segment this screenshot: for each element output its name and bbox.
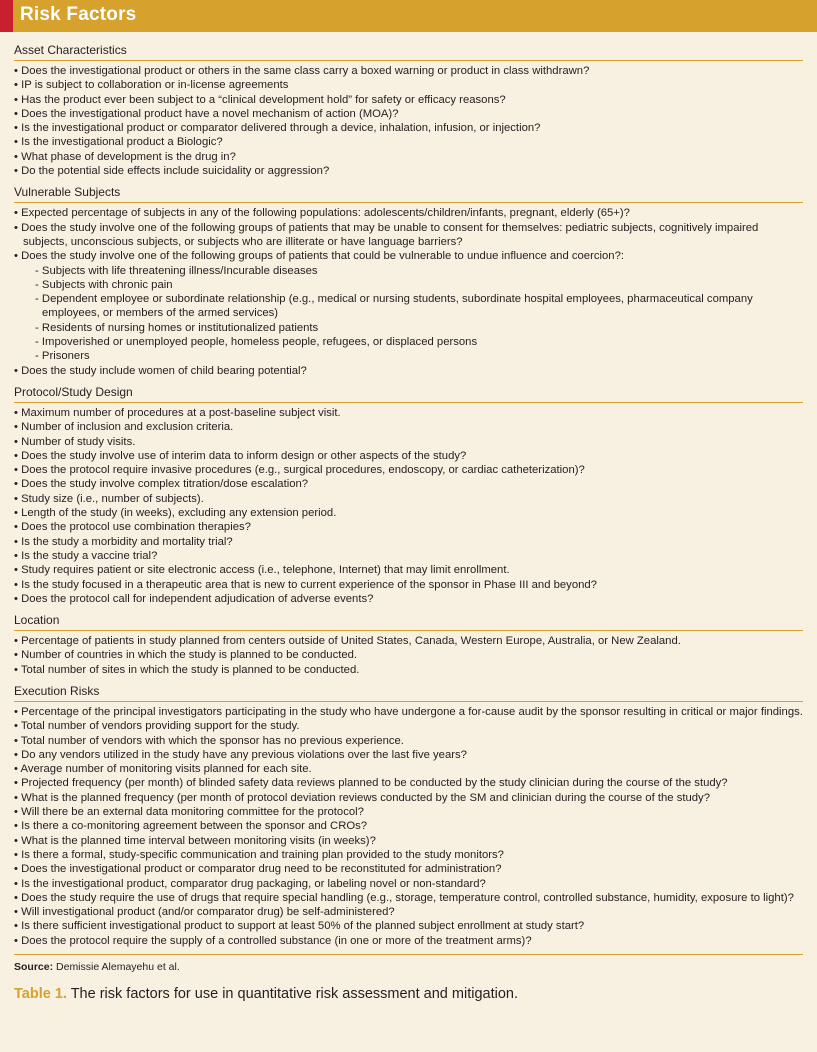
list-item: • Number of study visits. xyxy=(14,435,803,449)
caption-text: The risk factors for use in quantitative risk assessment and mitigation. xyxy=(70,986,518,1003)
risk-factor-list xyxy=(14,64,803,178)
list-item: • Expected percentage of subjects in any of the following populations: adolescents/children/infants, pregnant, elderly (65+)? xyxy=(14,206,803,220)
section-heading: Execution Risks xyxy=(14,683,803,702)
list-item: • Is the investigational product or comparator delivered through a device, inhalation, infusion, or injection? xyxy=(14,121,803,135)
source-note xyxy=(14,961,803,973)
list-item: • Does the investigational product or comparator drug need to be reconstituted for administration? xyxy=(14,862,803,876)
sub-list-item: - Residents of nursing homes or institutionalized patients xyxy=(14,321,803,335)
section-protocol-study-design xyxy=(14,384,803,606)
list-item: • Is the study focused in a therapeutic area that is new to current experience of the sponsor in Phase III and beyond? xyxy=(14,578,803,592)
section-execution-risks xyxy=(14,683,803,948)
section-vulnerable-subjects xyxy=(14,184,803,378)
accent-strip xyxy=(0,0,13,32)
list-item: • Projected frequency (per month) of blinded safety data reviews planned to be conducted by the study clinician during the course of the study? xyxy=(14,776,803,790)
table-caption xyxy=(14,986,803,1002)
risk-factor-list xyxy=(14,406,803,606)
section-heading: Location xyxy=(14,612,803,631)
list-item: • Average number of monitoring visits planned for each site. xyxy=(14,762,803,776)
bottom-rule xyxy=(14,954,803,955)
source-label: Source: xyxy=(14,961,54,974)
caption-label: Table 1. xyxy=(14,986,67,1003)
list-item: • What is the planned frequency (per month of protocol deviation reviews conducted by the SM and clinician during the course of the study? xyxy=(14,791,803,805)
list-item: • Maximum number of procedures at a post-baseline subject visit. xyxy=(14,406,803,420)
sub-list-item: - Dependent employee or subordinate relationship (e.g., medical or nursing students, subordinate hospital employees, pharmaceutical company employees, or members of the armed services) xyxy=(14,292,803,321)
list-item: • Does the study involve one of the following groups of patients that may be unable to consent for themselves: pediatric subjects, cognitively impaired subjects, unconscious subjects, or subjects who are illiterate or have language barriers? xyxy=(14,221,803,250)
list-item: • Percentage of patients in study planned from centers outside of United States, Canada, Western Europe, Australia, or New Zealand. xyxy=(14,634,803,648)
list-item: • Does the study require the use of drugs that require special handling (e.g., storage, temperature control, controlled substance, humidity, exposure to light)? xyxy=(14,891,803,905)
list-item: • Is the investigational product, comparator drug packaging, or labeling novel or non-standard? xyxy=(14,877,803,891)
section-heading: Protocol/Study Design xyxy=(14,384,803,403)
list-item: • Total number of vendors with which the sponsor has no previous experience. xyxy=(14,734,803,748)
table-title: Risk Factors xyxy=(20,4,137,25)
list-item: • Will there be an external data monitoring committee for the protocol? xyxy=(14,805,803,819)
list-item: • Does the protocol require the supply of a controlled substance (in one or more of the treatment arms)? xyxy=(14,934,803,948)
list-item: • Total number of vendors providing support for the study. xyxy=(14,719,803,733)
section-location xyxy=(14,612,803,677)
list-item: • Has the product ever been subject to a “clinical development hold” for safety or efficacy reasons? xyxy=(14,93,803,107)
table-body xyxy=(0,32,817,1002)
list-item: • Is the investigational product a Biologic? xyxy=(14,135,803,149)
list-item: • Study requires patient or site electronic access (i.e., telephone, Internet) that may limit enrollment. xyxy=(14,563,803,577)
list-item: • Does the protocol use combination therapies? xyxy=(14,520,803,534)
sub-list-item: - Subjects with life threatening illness/Incurable diseases xyxy=(14,264,803,278)
list-item: • IP is subject to collaboration or in-license agreements xyxy=(14,78,803,92)
list-item: • Study size (i.e., number of subjects). xyxy=(14,492,803,506)
table-header xyxy=(0,0,817,32)
list-item: • What is the planned time interval between monitoring visits (in weeks)? xyxy=(14,834,803,848)
risk-factor-list xyxy=(14,705,803,948)
list-item: • Length of the study (in weeks), excluding any extension period. xyxy=(14,506,803,520)
risk-factor-list xyxy=(14,206,803,378)
section-heading: Asset Characteristics xyxy=(14,42,803,61)
list-item: • Total number of sites in which the study is planned to be conducted. xyxy=(14,663,803,677)
list-item: • Does the study involve complex titration/dose escalation? xyxy=(14,477,803,491)
section-asset-characteristics xyxy=(14,42,803,178)
list-item: • Number of inclusion and exclusion criteria. xyxy=(14,420,803,434)
section-heading: Vulnerable Subjects xyxy=(14,184,803,203)
list-item: • Number of countries in which the study is planned to be conducted. xyxy=(14,648,803,662)
list-item: • What phase of development is the drug in? xyxy=(14,150,803,164)
list-item: • Is there a formal, study-specific communication and training plan provided to the study monitors? xyxy=(14,848,803,862)
list-item: • Does the investigational product have a novel mechanism of action (MOA)? xyxy=(14,107,803,121)
list-item: • Will investigational product (and/or comparator drug) be self-administered? xyxy=(14,905,803,919)
risk-factor-list xyxy=(14,634,803,677)
list-item: • Does the study involve one of the following groups of patients that could be vulnerable to undue influence and coercion?: xyxy=(14,249,803,263)
source-text: Demissie Alemayehu et al. xyxy=(56,961,180,974)
list-item: • Is the study a morbidity and mortality trial? xyxy=(14,535,803,549)
list-item: • Percentage of the principal investigators participating in the study who have undergone a for-cause audit by the sponsor resulting in critical or major findings. xyxy=(14,705,803,719)
list-item: • Does the protocol require invasive procedures (e.g., surgical procedures, endoscopy, or cardiac catheterization)? xyxy=(14,463,803,477)
list-item: • Is the study a vaccine trial? xyxy=(14,549,803,563)
sub-list-item: - Prisoners xyxy=(14,349,803,363)
list-item: • Do the potential side effects include suicidality or aggression? xyxy=(14,164,803,178)
list-item: • Does the study involve use of interim data to inform design or other aspects of the study? xyxy=(14,449,803,463)
list-item: • Do any vendors utilized in the study have any previous violations over the last five years? xyxy=(14,748,803,762)
list-item: • Does the protocol call for independent adjudication of adverse events? xyxy=(14,592,803,606)
list-item: • Does the study include women of child bearing potential? xyxy=(14,364,803,378)
sub-list-item: - Subjects with chronic pain xyxy=(14,278,803,292)
list-item: • Is there a co-monitoring agreement between the sponsor and CROs? xyxy=(14,819,803,833)
list-item: • Does the investigational product or others in the same class carry a boxed warning or product in class withdrawn? xyxy=(14,64,803,78)
sub-list-item: - Impoverished or unemployed people, homeless people, refugees, or displaced persons xyxy=(14,335,803,349)
list-item: • Is there sufficient investigational product to support at least 50% of the planned subject enrollment at study start? xyxy=(14,919,803,933)
